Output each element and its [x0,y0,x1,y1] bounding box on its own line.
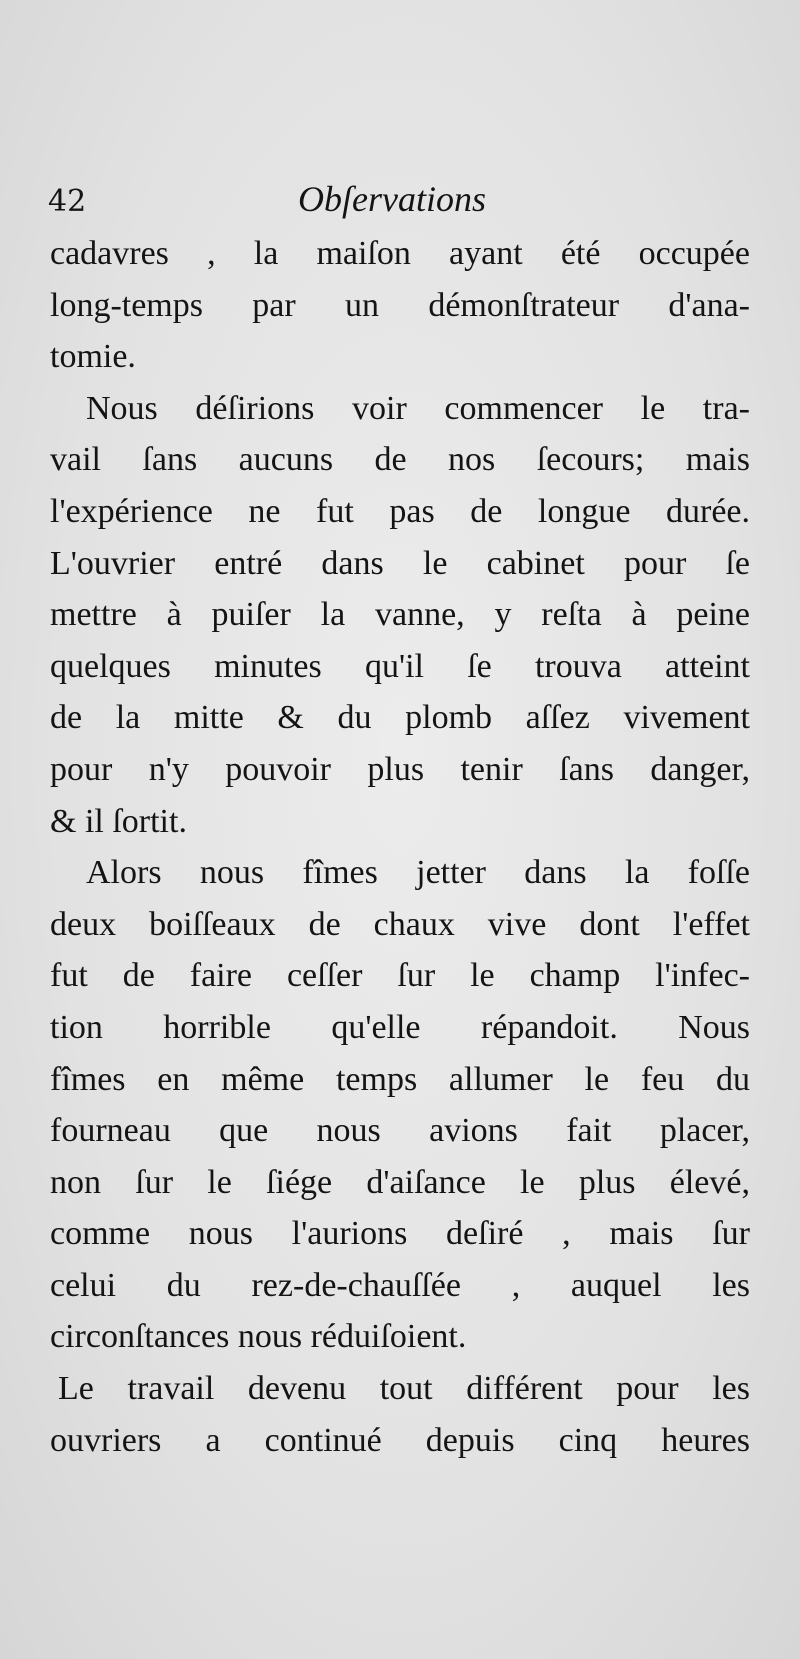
text-line: tomie. [50,338,136,376]
text-line: non ſur le ſiége d'aiſance le plus élevé, [50,1163,750,1201]
page-number: 42 [48,184,87,219]
text-line: quelques minutes qu'il ſe trouva atteint [50,647,750,685]
text-line: l'expérience ne fut pas de longue durée. [50,492,750,530]
text-line: & il ſortit. [50,802,187,840]
text-line: long-temps par un démonſtrateur d'ana- [50,286,750,324]
text-line: fîmes en même temps allumer le feu du [50,1060,750,1098]
text-line: mettre à puiſer la vanne, y reſta à peine [50,596,750,634]
paragraph-start-line: Le travail devenu tout différent pour les [58,1370,750,1408]
text-line: pour n'y pouvoir plus tenir ſans danger, [50,750,750,788]
text-line: tion horrible qu'elle répandoit. Nous [50,1008,750,1046]
page-header [48,178,748,228]
text-line: de la mitte & du plomb aſſez vivement [50,699,750,737]
body-text [50,228,750,1466]
text-line: L'ouvrier entré dans le cabinet pour ſe [50,544,750,582]
text-line: fut de faire ceſſer ſur le champ l'infec- [50,957,750,995]
text-line: comme nous l'aurions deſiré , mais ſur [50,1215,750,1253]
text-line: ouvriers a continué depuis cinq heures [50,1421,750,1459]
text-line: cadavres , la maiſon ayant été occupée [50,235,750,272]
text-line: vail ſans aucuns de nos ſecours; mais [50,441,750,479]
running-title: Obſervations [298,179,486,219]
text-line: deux boiſſeaux de chaux vive dont l'effet [50,905,750,943]
paragraph-start-line: Alors nous fîmes jetter dans la foſſe [86,854,750,892]
paragraph-start-line: Nous déſirions voir commencer le tra- [86,389,750,427]
text-line: circonſtances nous réduiſoient. [50,1318,467,1356]
text-line: celui du rez-de-chauſſée , auquel les [50,1266,750,1304]
text-line: fourneau que nous avions fait placer, [50,1112,750,1150]
